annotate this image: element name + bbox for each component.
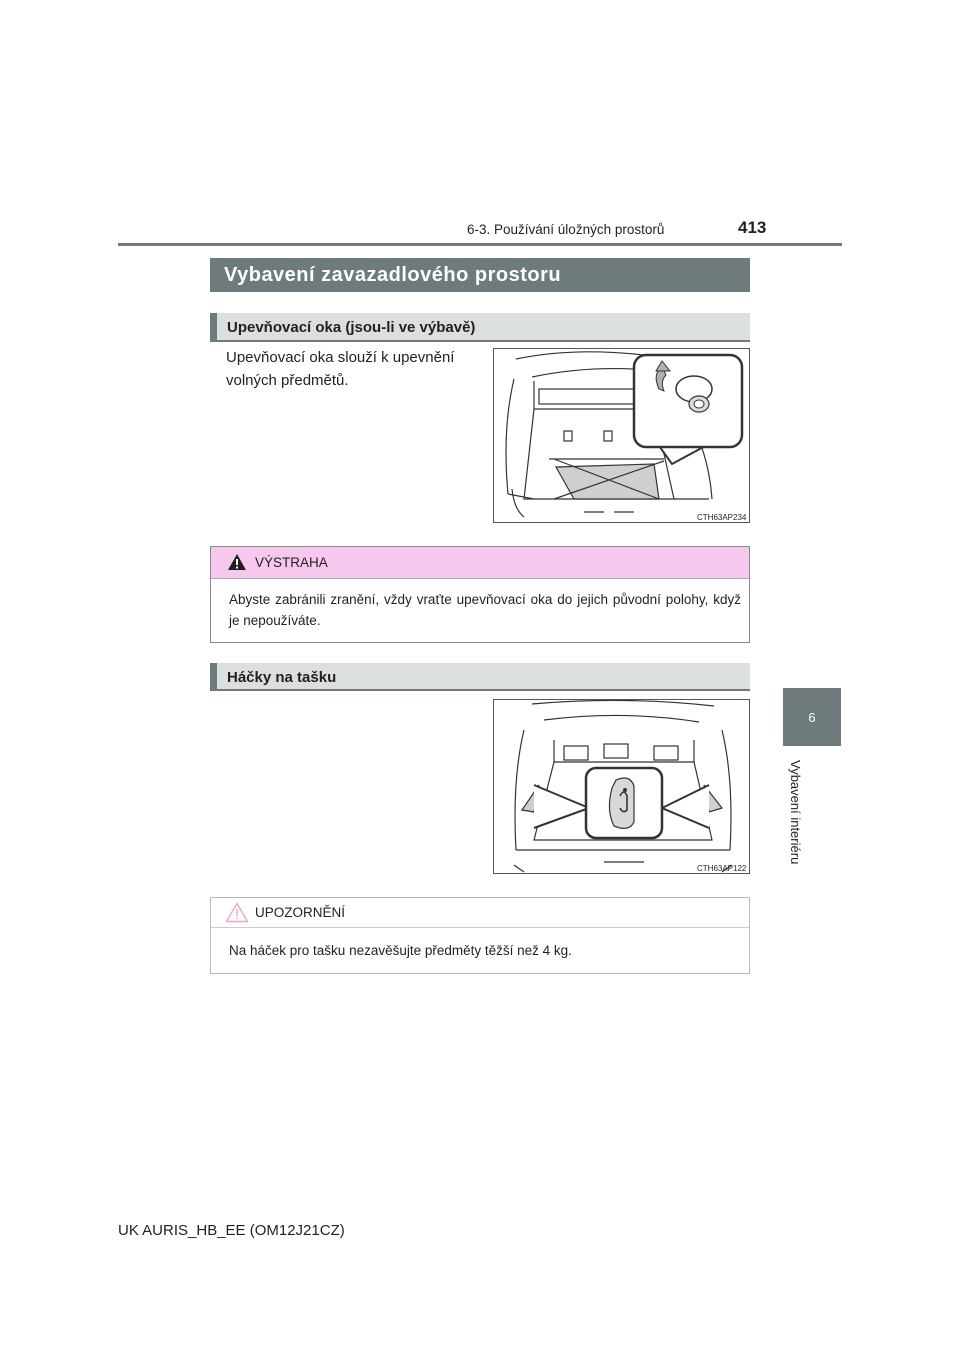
chapter-number: 6 xyxy=(808,709,816,725)
chapter-title-vertical xyxy=(788,760,808,900)
warning-title: VÝSTRAHA xyxy=(255,555,328,570)
chapter-title: Vybavení interiéru xyxy=(788,760,803,865)
warning-text: Abyste zabránili zranění, vždy vraťte upevňovací oka do jejich původní polohy, když je nepoužíváte. xyxy=(229,592,741,628)
trunk-bag-hook-drawing xyxy=(494,700,749,873)
magnified-callout xyxy=(634,355,742,464)
notice-header xyxy=(211,898,749,928)
bag-hook-illustration xyxy=(493,699,750,874)
tie-down-illustration xyxy=(493,348,750,523)
subheading-rule xyxy=(210,340,750,342)
tie-down-description: Upevňovací oka slouží k upevnění volných předmětů. xyxy=(226,349,455,389)
main-heading: Vybavení zavazadlového prostoru xyxy=(210,258,750,292)
figure-code: CTH63AP234 xyxy=(697,513,747,522)
notice-text: Na háček pro tašku nezavěšujte předměty těžší než 4 kg. xyxy=(229,943,572,958)
figure-code: CTH63AP122 xyxy=(697,864,747,873)
subheading-tie-down: Upevňovací oka (jsou-li ve výbavě) xyxy=(210,313,750,341)
subheading-rule xyxy=(210,689,750,691)
chapter-tab[interactable] xyxy=(783,688,841,746)
header-rule xyxy=(118,243,842,246)
warning-box xyxy=(210,546,750,643)
page-number: 413 xyxy=(738,218,767,237)
section-label: 6-3. Používání úložných prostorů xyxy=(467,222,665,237)
warning-header xyxy=(211,547,749,579)
caution-outline-triangle-icon xyxy=(225,902,249,923)
hook-callout xyxy=(534,768,709,838)
model-code: UK AURIS_HB_EE (OM12J21CZ) xyxy=(118,1222,345,1239)
notice-title: UPOZORNĚNÍ xyxy=(255,905,346,920)
notice-box xyxy=(210,897,750,974)
subheading-bag-hooks: Háčky na tašku xyxy=(210,663,750,691)
warning-triangle-icon xyxy=(227,553,247,571)
trunk-tie-down-drawing xyxy=(494,349,749,522)
